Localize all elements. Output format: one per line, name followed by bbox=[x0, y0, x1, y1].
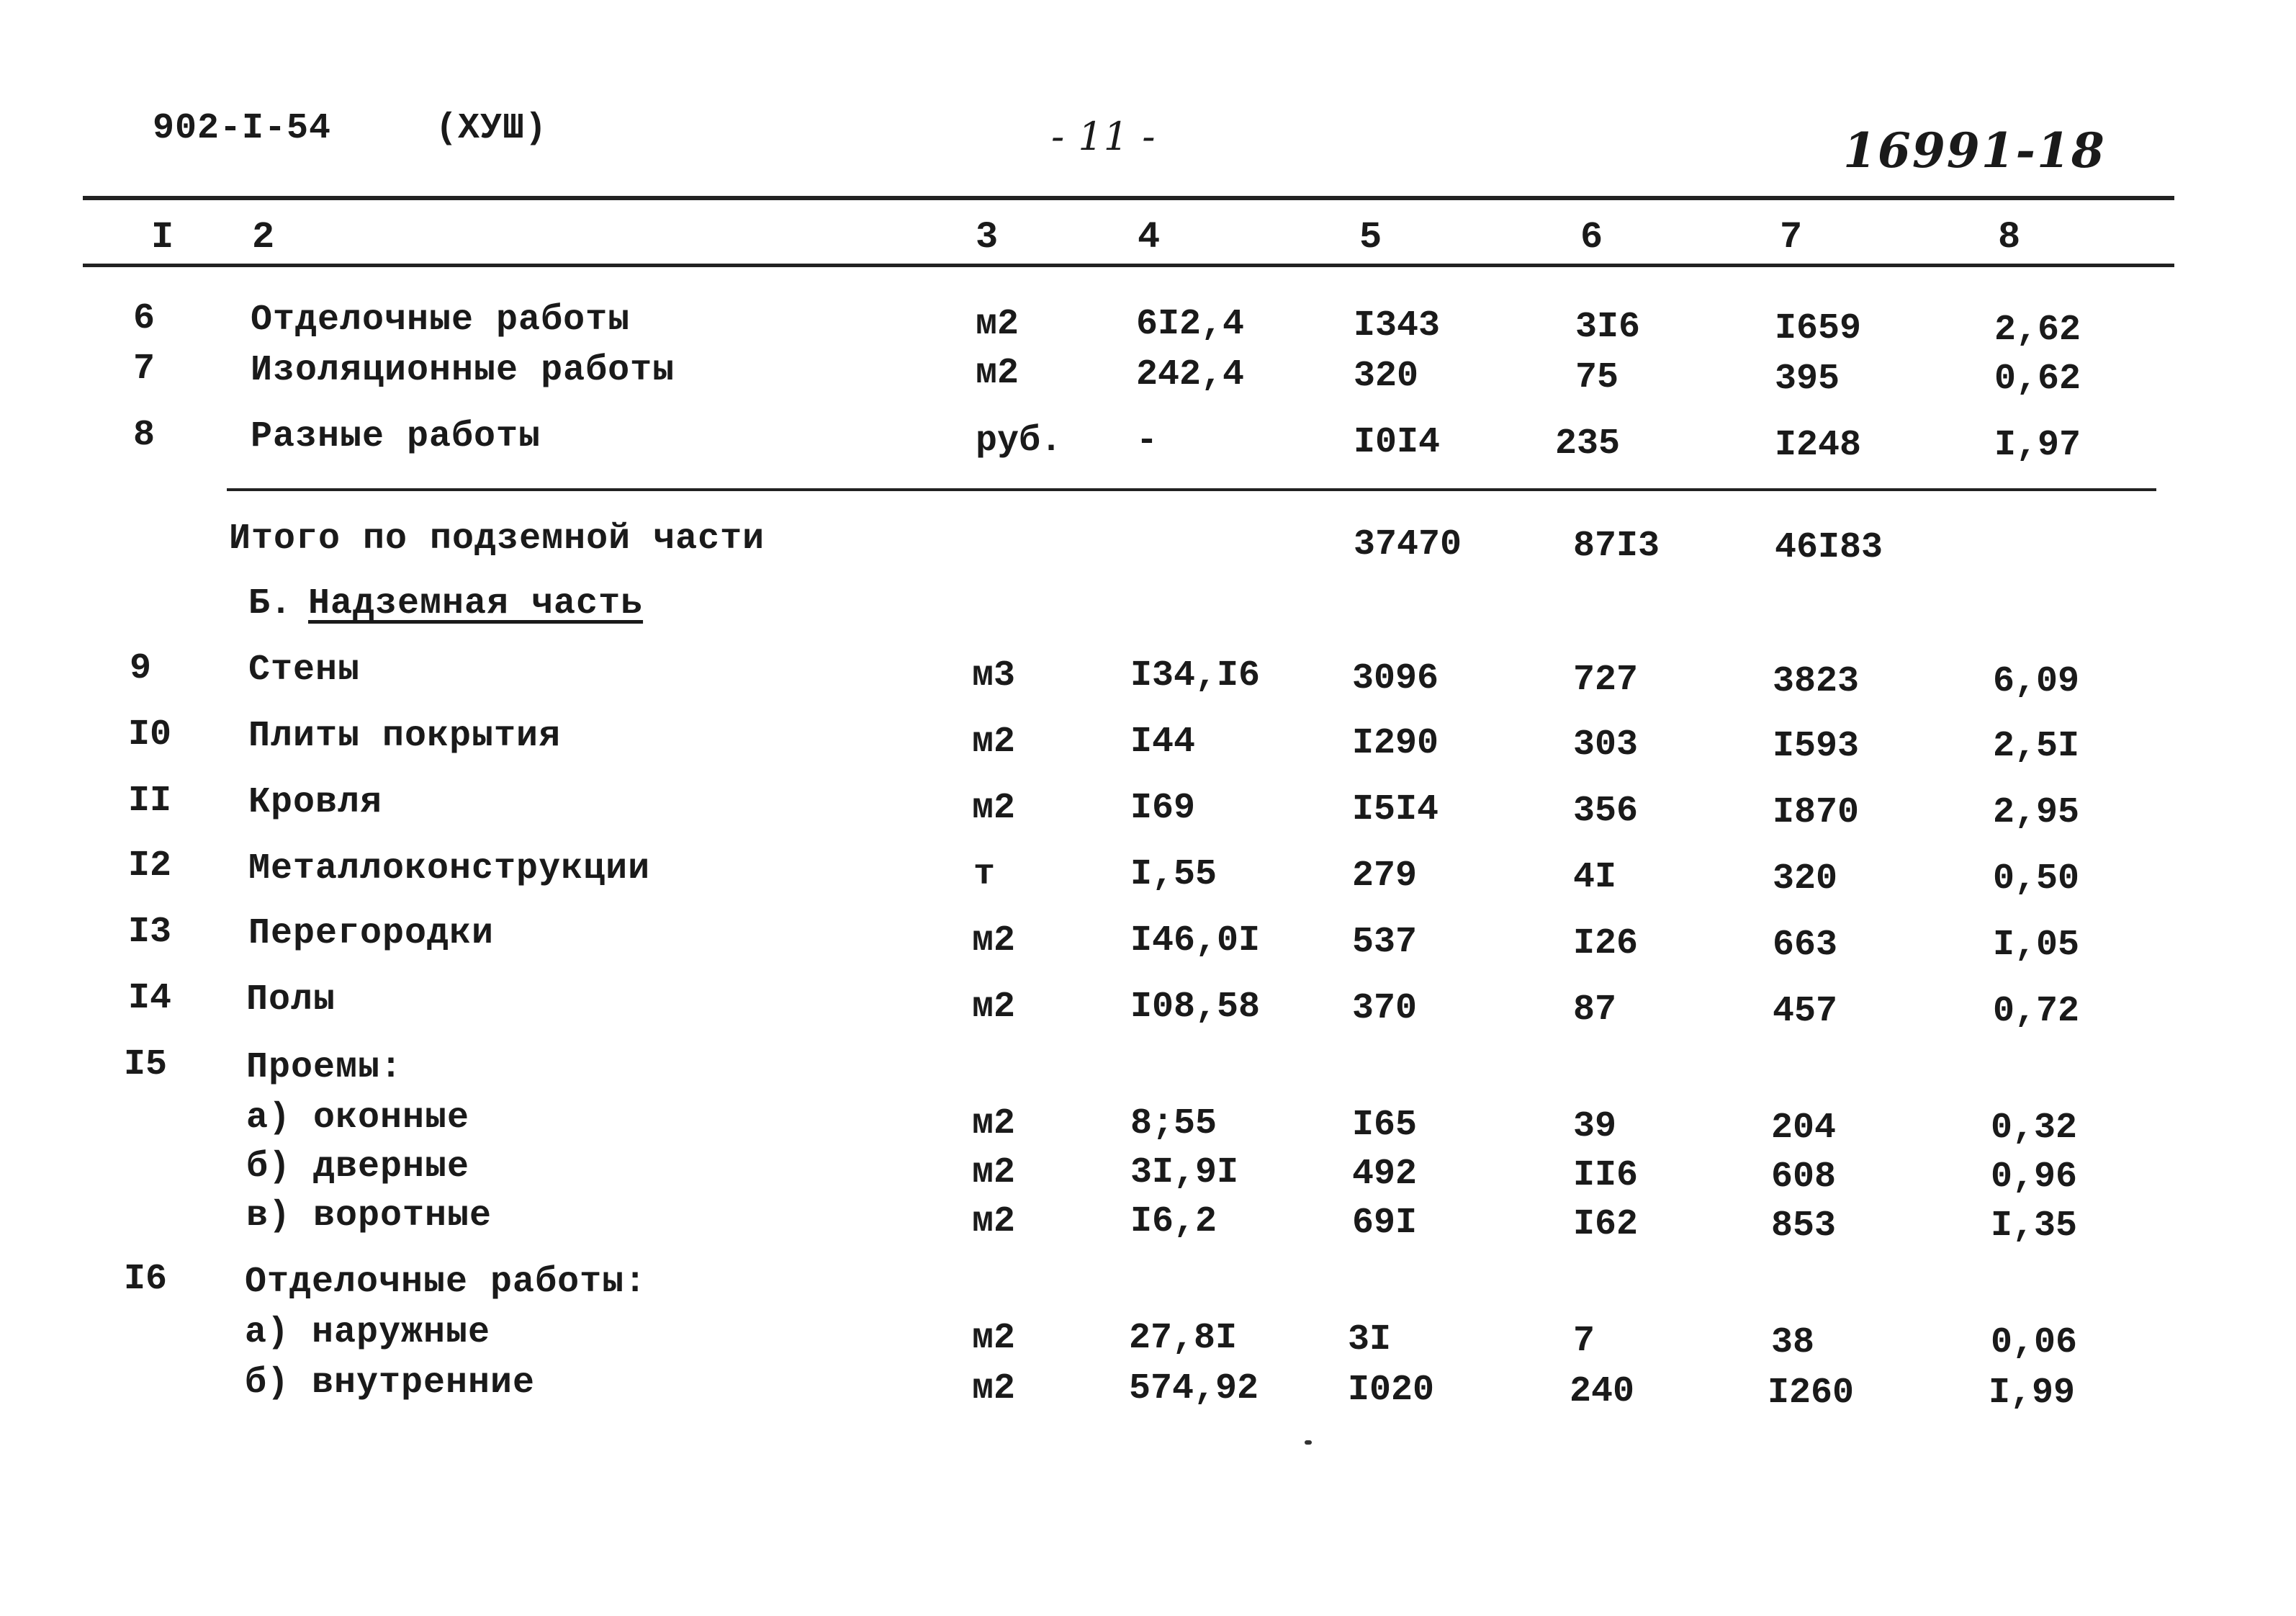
row-quantity: I69 bbox=[1130, 788, 1196, 829]
sub-row-unit: м2 bbox=[972, 1201, 1016, 1242]
row-col6: 4I bbox=[1573, 857, 1617, 898]
row-col5: I0I4 bbox=[1354, 422, 1441, 463]
row-number: 8 bbox=[133, 415, 156, 456]
row-quantity: 242,4 bbox=[1136, 354, 1245, 395]
sub-row-col8: 0,96 bbox=[1991, 1157, 2078, 1198]
sub-row-col6: 240 bbox=[1570, 1371, 1635, 1412]
page-number: - 11 - bbox=[1051, 114, 1156, 159]
row-number: I3 bbox=[128, 912, 172, 953]
row-name: Плиты покрытия bbox=[248, 716, 562, 757]
row-col6: 3I6 bbox=[1575, 307, 1641, 348]
group-number: I6 bbox=[124, 1259, 168, 1300]
sub-row-quantity: 8;55 bbox=[1130, 1103, 1217, 1144]
row-col7: I593 bbox=[1773, 726, 1860, 767]
sub-row-quantity: 3I,9I bbox=[1130, 1152, 1239, 1193]
sub-row-col8: 0,32 bbox=[1991, 1108, 2078, 1149]
sub-row-col8: I,35 bbox=[1991, 1206, 2078, 1247]
column-header-3: 3 bbox=[976, 216, 999, 259]
row-col8: 6,09 bbox=[1993, 661, 2080, 702]
row-col8: I,05 bbox=[1993, 925, 2080, 966]
group-number: I5 bbox=[124, 1044, 168, 1085]
row-name: Металлоконструкции bbox=[248, 848, 651, 889]
group-title: Проемы: bbox=[246, 1047, 403, 1088]
sub-row-col5: 492 bbox=[1352, 1154, 1418, 1195]
row-col5: 370 bbox=[1352, 988, 1418, 1029]
subtotal-col7: 46I83 bbox=[1775, 527, 1883, 568]
row-unit: м2 bbox=[972, 920, 1016, 961]
row-col7: 395 bbox=[1775, 359, 1840, 400]
sub-row-col5: 69I bbox=[1352, 1203, 1418, 1244]
row-name: Отделочные работы bbox=[251, 300, 631, 341]
row-name: Перегородки bbox=[248, 913, 495, 954]
sub-row-col8: 0,06 bbox=[1991, 1322, 2078, 1363]
ink-mark bbox=[1305, 1440, 1312, 1445]
row-unit: т bbox=[973, 854, 996, 895]
sub-row-name: в) воротные bbox=[246, 1195, 492, 1236]
section-prefix: Б. bbox=[248, 583, 292, 624]
sub-row-col6: 39 bbox=[1573, 1106, 1617, 1147]
row-name: Разные работы bbox=[251, 416, 541, 457]
sub-row-col7: 38 bbox=[1771, 1322, 1815, 1363]
subtotal-col5: 37470 bbox=[1354, 524, 1462, 565]
sub-row-col7: 608 bbox=[1771, 1157, 1837, 1198]
row-col7: I659 bbox=[1775, 308, 1862, 349]
row-number: I2 bbox=[128, 845, 172, 886]
row-col5: I5I4 bbox=[1352, 789, 1439, 830]
column-header-4: 4 bbox=[1138, 216, 1161, 259]
column-header-7: 7 bbox=[1780, 216, 1803, 259]
row-col7: I248 bbox=[1775, 425, 1862, 466]
sub-row-col6: 7 bbox=[1573, 1321, 1595, 1362]
row-unit: м2 bbox=[972, 722, 1016, 763]
row-unit: м2 bbox=[976, 304, 1019, 345]
row-col5: I343 bbox=[1354, 305, 1441, 346]
group-title: Отделочные работы: bbox=[245, 1262, 647, 1303]
row-name: Стены bbox=[248, 650, 361, 691]
row-col8: 2,62 bbox=[1994, 310, 2081, 351]
sub-row-quantity: 27,8I bbox=[1129, 1318, 1238, 1359]
row-quantity: I34,I6 bbox=[1130, 655, 1261, 696]
subtotal-col6: 87I3 bbox=[1573, 526, 1660, 567]
sub-row-name: а) оконные bbox=[246, 1097, 470, 1139]
row-col5: 537 bbox=[1352, 922, 1418, 963]
row-name: Полы bbox=[246, 979, 336, 1020]
section-title: Надземная часть bbox=[308, 583, 644, 624]
row-col6: 727 bbox=[1573, 660, 1639, 701]
row-col8: 0,62 bbox=[1994, 359, 2081, 400]
row-col5: I290 bbox=[1352, 723, 1439, 764]
row-col5: 3096 bbox=[1352, 658, 1439, 699]
row-quantity: I44 bbox=[1130, 722, 1196, 763]
row-col8: 0,72 bbox=[1993, 991, 2080, 1032]
top-rule bbox=[83, 196, 2174, 200]
sub-row-unit: м2 bbox=[972, 1152, 1016, 1193]
sub-row-col5: I65 bbox=[1352, 1105, 1418, 1146]
row-number: II bbox=[128, 781, 172, 822]
column-header-6: 6 bbox=[1580, 216, 1603, 259]
row-col8: I,97 bbox=[1994, 425, 2081, 466]
row-col7: 663 bbox=[1773, 925, 1838, 966]
sub-row-unit: м2 bbox=[972, 1368, 1016, 1409]
subtotal-label: Итого по подземной части bbox=[229, 519, 765, 560]
row-col6: 356 bbox=[1573, 791, 1639, 832]
row-col8: 2,5I bbox=[1993, 726, 2080, 767]
sub-row-name: а) наружные bbox=[245, 1312, 491, 1353]
row-name: Кровля bbox=[248, 782, 383, 823]
sub-row-col5: 3I bbox=[1348, 1319, 1392, 1360]
row-col6: 87 bbox=[1573, 989, 1617, 1031]
row-unit: руб. bbox=[976, 421, 1063, 462]
row-quantity: 6I2,4 bbox=[1136, 304, 1245, 345]
row-unit: м2 bbox=[972, 987, 1016, 1028]
row-quantity: - bbox=[1136, 421, 1158, 462]
row-col6: 235 bbox=[1555, 423, 1621, 464]
row-col8: 2,95 bbox=[1993, 792, 2080, 833]
row-quantity: I46,0I bbox=[1130, 920, 1261, 961]
sub-row-col5: I020 bbox=[1348, 1370, 1435, 1411]
row-number: 7 bbox=[133, 349, 156, 390]
row-col8: 0,50 bbox=[1993, 858, 2080, 899]
sub-row-unit: м2 bbox=[972, 1103, 1016, 1144]
row-quantity: I08,58 bbox=[1130, 987, 1261, 1028]
column-header-1: I bbox=[151, 216, 174, 259]
row-number: I0 bbox=[128, 714, 172, 755]
sub-row-col8: I,99 bbox=[1989, 1373, 2076, 1414]
row-name: Изоляционные работы bbox=[251, 350, 675, 391]
row-col6: 303 bbox=[1573, 724, 1639, 766]
sub-row-name: б) дверные bbox=[246, 1146, 470, 1188]
row-number: 6 bbox=[133, 298, 156, 339]
row-col7: 320 bbox=[1773, 858, 1838, 899]
column-header-5: 5 bbox=[1359, 216, 1382, 259]
row-col7: 457 bbox=[1773, 991, 1838, 1032]
row-col5: 279 bbox=[1352, 856, 1418, 897]
row-col5: 320 bbox=[1354, 356, 1419, 397]
sub-row-name: б) внутренние bbox=[245, 1363, 536, 1404]
sub-row-col6: II6 bbox=[1573, 1155, 1639, 1196]
document-section-roman: (ХУШ) bbox=[436, 108, 548, 149]
document-code: 902-I-54 bbox=[153, 108, 332, 149]
row-col7: I870 bbox=[1773, 792, 1860, 833]
header-rule bbox=[83, 264, 2174, 267]
row-unit: м2 bbox=[976, 353, 1019, 394]
sub-row-col7: 853 bbox=[1771, 1206, 1837, 1247]
row-unit: м2 bbox=[972, 788, 1016, 829]
sub-row-col6: I62 bbox=[1573, 1204, 1639, 1245]
row-quantity: I,55 bbox=[1130, 854, 1217, 895]
column-header-8: 8 bbox=[1998, 216, 2021, 259]
column-header-2: 2 bbox=[252, 216, 275, 259]
row-unit: м3 bbox=[972, 655, 1016, 696]
subtotal-rule bbox=[227, 488, 2156, 491]
row-number: I4 bbox=[128, 978, 172, 1019]
sub-row-quantity: I6,2 bbox=[1130, 1201, 1217, 1242]
row-col7: 3823 bbox=[1773, 661, 1860, 702]
sub-row-quantity: 574,92 bbox=[1129, 1368, 1259, 1409]
sub-row-col7: I260 bbox=[1768, 1373, 1855, 1414]
archive-number: 16991-18 bbox=[1843, 122, 2106, 179]
row-col6: 75 bbox=[1575, 357, 1619, 398]
row-col6: I26 bbox=[1573, 923, 1639, 964]
row-number: 9 bbox=[130, 648, 152, 689]
sub-row-col7: 204 bbox=[1771, 1108, 1837, 1149]
sub-row-unit: м2 bbox=[972, 1318, 1016, 1359]
